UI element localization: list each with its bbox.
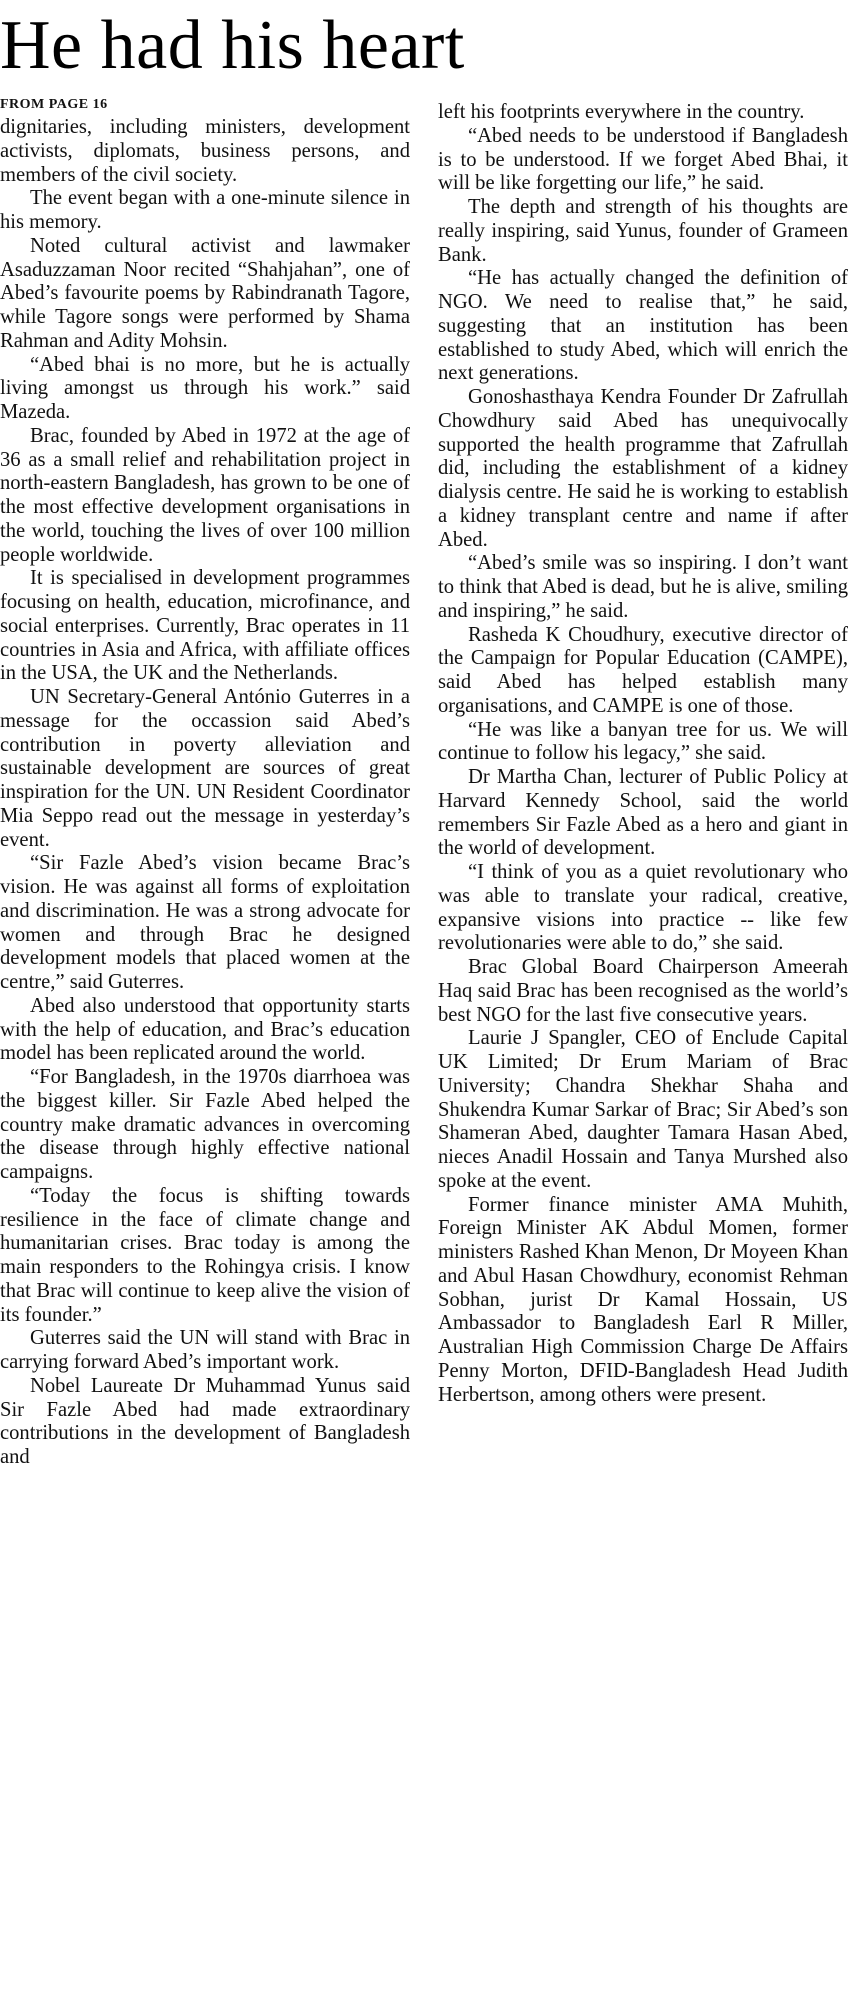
paragraph: The event began with a one-minute silence in his memory. [0, 187, 410, 233]
headline: He had his heart [0, 7, 465, 84]
paragraph: Brac Global Board Chairperson Ameerah Haq said Brac has been recognised as the world’s best NGO for the last five consecutive years. [438, 956, 848, 1026]
jump-label: FROM PAGE 16 [0, 97, 108, 112]
paragraph: “He was like a banyan tree for us. We will continue to follow his legacy,” she said. [438, 718, 848, 765]
paragraph: “Abed bhai is no more, but he is actually living amongst us through his work.” said Mazeda. [0, 353, 410, 423]
paragraph: It is specialised in development programmes focusing on health, education, microfinance, and social enterprises. Currently, Brac operates in 11 countries in Asia and Africa, with affiliate offices in the USA, the UK and the Netherlands. [0, 567, 410, 685]
article-column-left [0, 97, 410, 1470]
paragraph: “Abed’s smile was so inspiring. I don’t want to think that Abed is dead, but he is alive, smiling and inspiring,” he said. [438, 552, 848, 622]
paragraph: Brac, founded by Abed in 1972 at the age of 36 as a small relief and rehabilitation project in north-eastern Bangladesh, has grown to be one of the most effective development organisations in the world, touching the lives of over 100 million people worldwide. [0, 424, 410, 566]
paragraph: “Sir Fazle Abed’s vision became Brac’s vision. He was against all forms of exploitation and discrimination. He was a strong advocate for women and through Brac he designed development models that placed women at the centre,” said Guterres. [0, 852, 410, 993]
paragraph: left his footprints everywhere in the country. [438, 101, 805, 123]
paragraph: Nobel Laureate Dr Muhammad Yunus said Sir Fazle Abed had made extraordinary contributions in the development of Bangladesh and [0, 1374, 410, 1468]
article-column-right [438, 101, 848, 1407]
paragraph: Dr Martha Chan, lecturer of Public Policy at Harvard Kennedy School, said the world remembers Sir Fazle Abed as a hero and giant in the world of development. [438, 766, 848, 860]
paragraph: “Today the focus is shifting towards resilience in the face of climate change and humanitarian crises. Brac today is among the main responders to the Rohingya crisis. I know that Brac will continue to keep alive the vision of its founder.” [0, 1184, 410, 1326]
paragraph: Abed also understood that opportunity starts with the help of education, and Brac’s education model has been replicated around the world. [0, 994, 410, 1065]
paragraph: dignitaries, including ministers, development activists, diplomats, business persons, and members of the civil society. [0, 116, 410, 186]
paragraph: “I think of you as a quiet revolutionary who was able to translate your radical, creative, expansive visions into practice -- like few revolutionaries were able to do,” she said. [438, 861, 848, 955]
paragraph: UN Secretary-General António Guterres in a message for the occassion said Abed’s contribution in poverty alleviation and sustainable development are sources of great inspiration for the UN. UN Resident Coordinator Mia Seppo read out the message in yesterday’s event. [0, 686, 410, 851]
paragraph: The depth and strength of his thoughts are really inspiring, said Yunus, founder of Grameen Bank. [438, 196, 848, 266]
paragraph: “He has actually changed the definition of NGO. We need to realise that,” he said, suggesting that an institution has been established to study Abed, which will enrich the next generations. [438, 267, 848, 385]
paragraph: Noted cultural activist and lawmaker Asaduzzaman Noor recited “Shahjahan”, one of Abed’s favourite poems by Rabindranath Tagore, while Tagore songs were performed by Shama Rahman and Adity Mohsin. [0, 234, 410, 352]
paragraph: Rasheda K Choudhury, executive director of the Campaign for Popular Education (CAMPE), said Abed has helped establish many organisations, and CAMPE is one of those. [438, 623, 848, 717]
paragraph: Guterres said the UN will stand with Brac in carrying forward Abed’s important work. [0, 1327, 410, 1373]
paragraph: Laurie J Spangler, CEO of Enclude Capital UK Limited; Dr Erum Mariam of Brac University; Chandra Shekhar Shaha and Shukendra Kumar Sarkar of Brac; Sir Abed’s son Shameran Abed, daughter Tamara Hasan Abed, nieces Anadil Hossain and Tanya Murshed also spoke at the event. [438, 1027, 848, 1192]
paragraph: “Abed needs to be understood if Bangladesh is to be understood. If we forget Abed Bhai, it will be like forgetting our life,” he said. [438, 124, 848, 195]
paragraph: Former finance minister AMA Muhith, Foreign Minister AK Abdul Momen, former ministers Rashed Khan Menon, Dr Moyeen Khan and Abul Hasan Chowdhury, economist Rehman Sobhan, jurist Dr Kamal Hossain, US Ambassador to Bangladesh Earl R Miller, Australian High Commission Charge De Affairs Penny Morton, DFID-Bangladesh Head Judith Herbertson, among others were present. [438, 1193, 848, 1406]
paragraph: Gonoshasthaya Kendra Founder Dr Zafrullah Chowdhury said Abed has unequivocally supported the health programme that Zafrullah did, including the establishment of a kidney dialysis centre. He said he is working to establish a kidney transplant centre and name if after Abed. [438, 386, 848, 551]
paragraph: “For Bangladesh, in the 1970s diarrhoea was the biggest killer. Sir Fazle Abed helped the country make dramatic advances in overcoming the disease through highly effective national campaigns. [0, 1066, 410, 1183]
